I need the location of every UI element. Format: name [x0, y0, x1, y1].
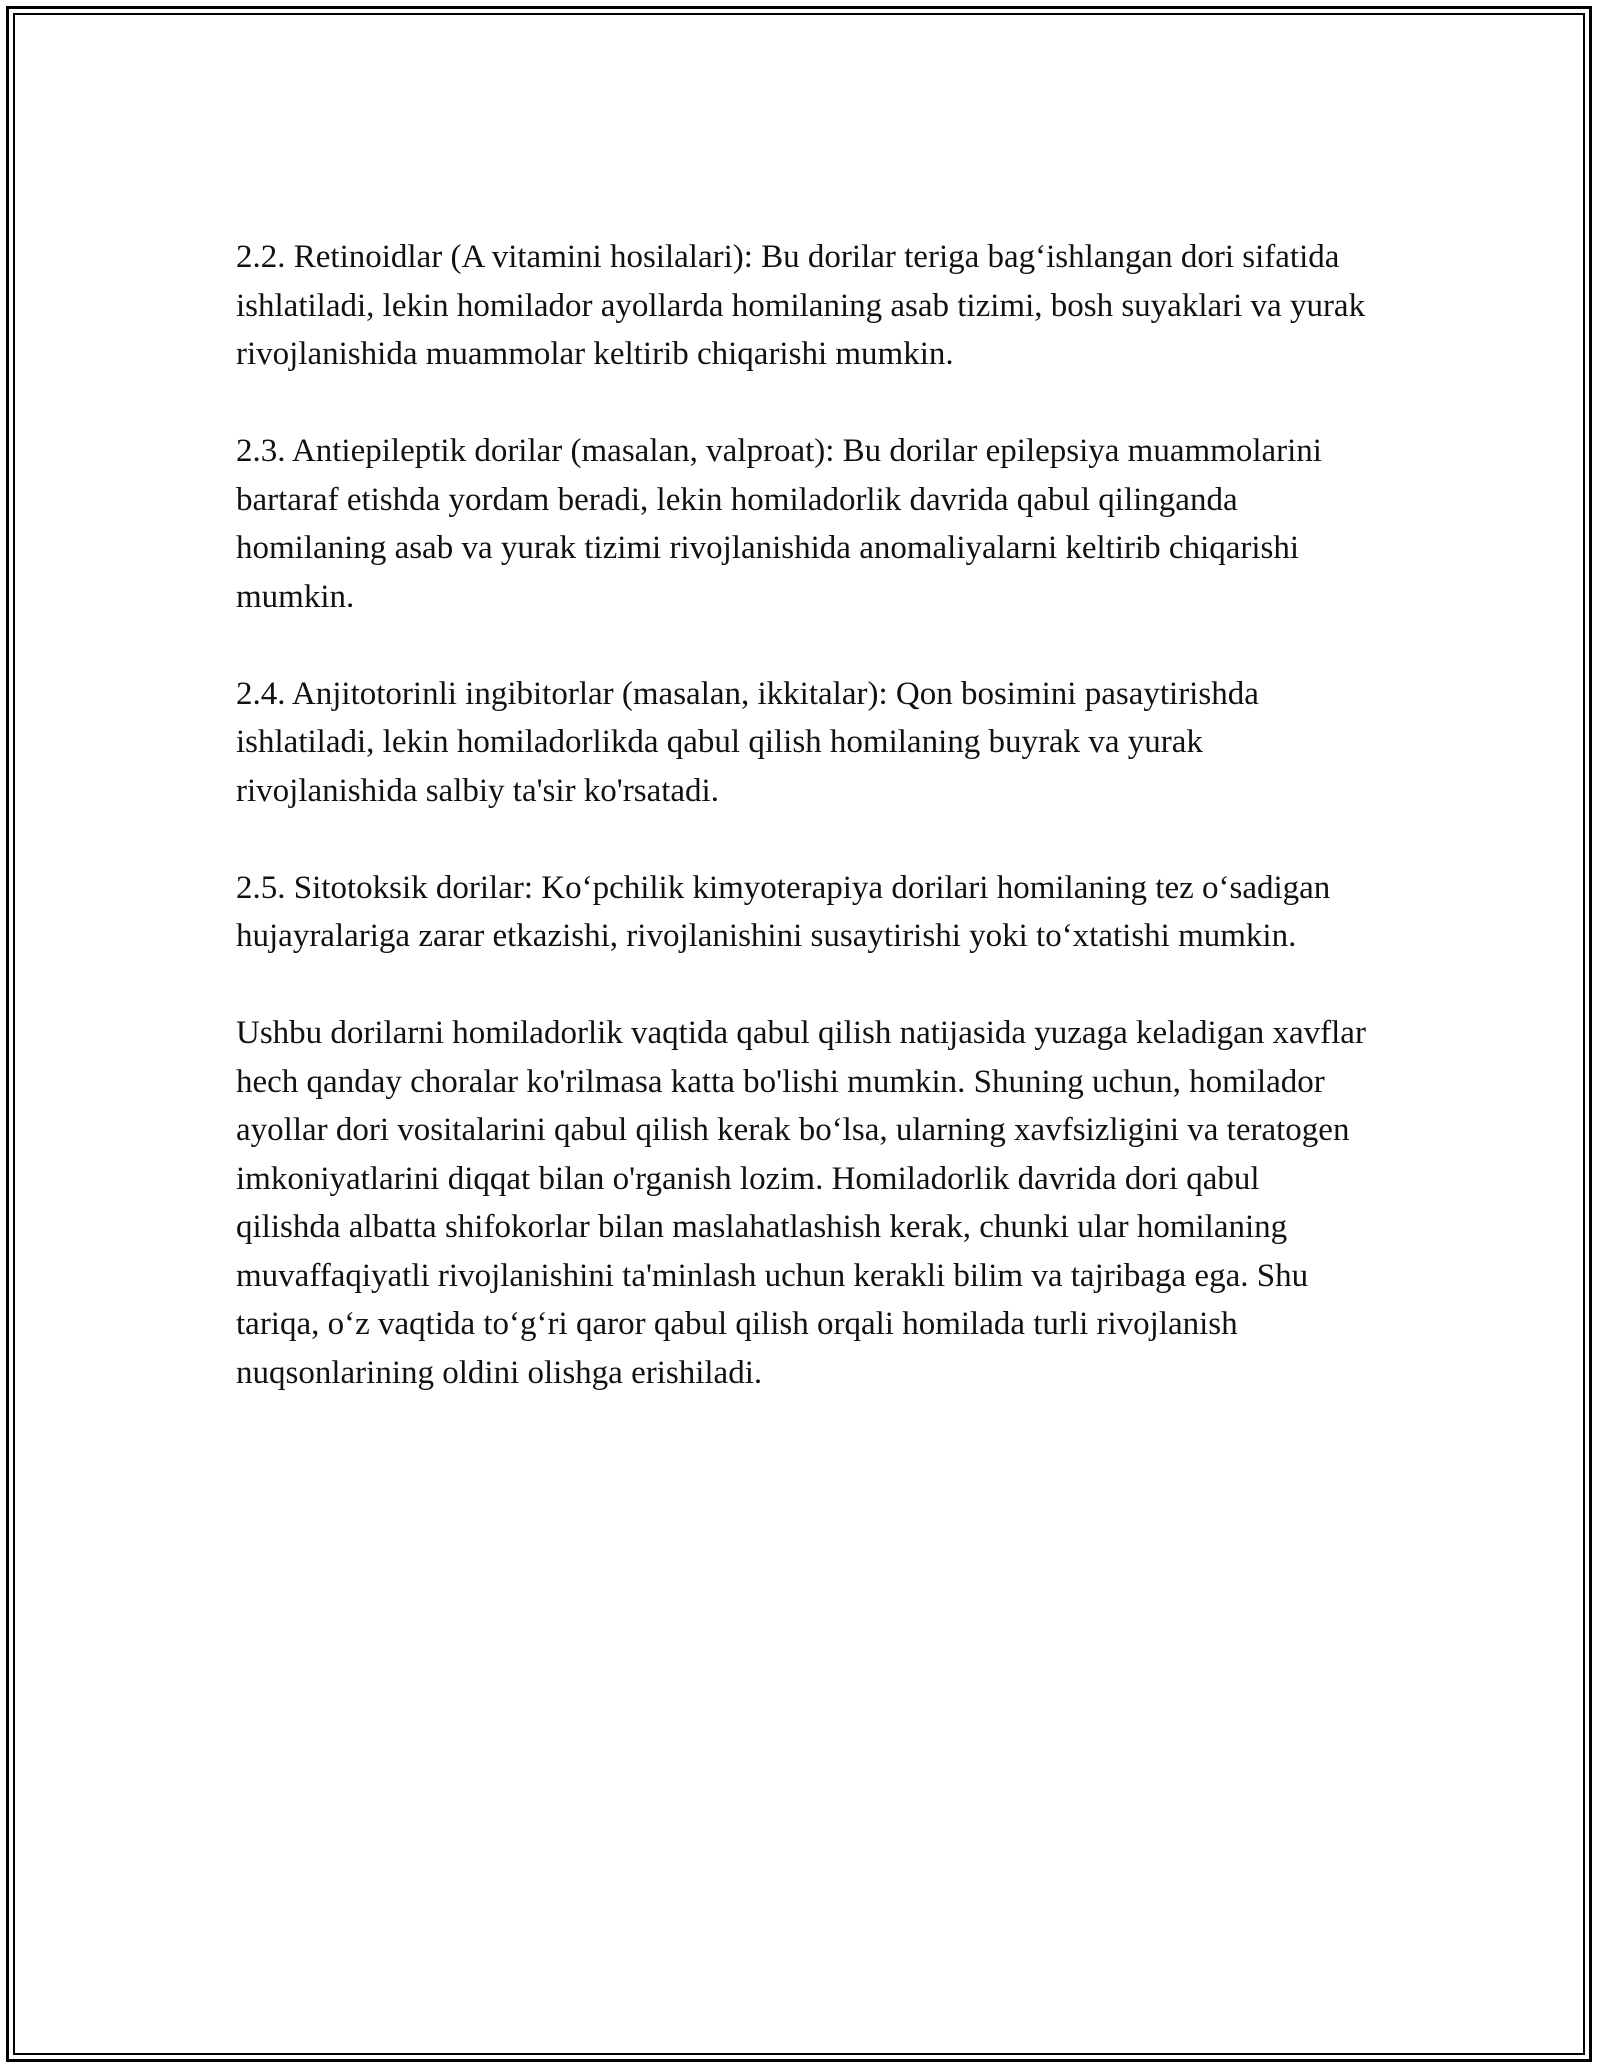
- paragraph-cytotoxic: 2.5. Sitotoksik dorilar: Ko‘pchilik kimyoterapiya dorilari homilaning tez o‘sadigan hujayralariga zarar etkazishi, rivojlanishini susaytirishi yoki to‘xtatishi mumkin.: [236, 869, 1331, 954]
- paragraph-retinoids: 2.2. Retinoidlar (A vitamini hosilalari): Bu dorilar teriga bag‘ishlangan dori sifatida ishlatiladi, lekin homilador ayollarda homilaning asab tizimi, bosh suyaklari va yurak rivojlanishida muammolar keltirib chiqarishi mumkin.: [236, 239, 1366, 372]
- paragraph-antiepileptics: 2.3. Antiepileptik dorilar (masalan, valproat): Bu dorilar epilepsiya muammolarini bartaraf etishda yordam beradi, lekin homiladorlik davrida qabul qilinganda homilaning asab va yurak tizimi rivojlanishida anomaliyalarni keltirib chiqarishi mumkin.: [236, 433, 1322, 615]
- paragraph-ace-inhibitors: 2.4. Anjitotorinli ingibitorlar (masalan, ikkitalar): Qon bosimini pasaytirishda ishlatiladi, lekin homiladorlikda qabul qilish homilaning buyrak va yurak rivojlanishida salbiy ta'sir ko'rsatadi.: [236, 675, 1259, 809]
- paragraph-conclusion: Ushbu dorilarni homiladorlik vaqtida qabul qilish natijasida yuzaga keladigan xavflar hech qanday choralar ko'rilmasa katta bo'lishi mumkin. Shuning uchun, homilador ayollar dori vositalarini qabul qilish kerak bo‘lsa, ularning xavfsizligini va teratogen imkoniyatlarini diqqat bilan o'rganish lozim. Homiladorlik davrida dori qabul qilishda albatta shifokorlar bilan maslahatlashish kerak, chunki ular homilaning muvaffaqiyatli rivojlanishini ta'minlash uchun kerakli bilim va tajribaga ega. Shu tariqa, o‘z vaqtida to‘g‘ri qaror qabul qilish orqali homilada turli rivojlanish nuqsonlarining oldini olishga erishiladi.: [236, 1015, 1366, 1391]
- document-body: [236, 233, 1366, 1397]
